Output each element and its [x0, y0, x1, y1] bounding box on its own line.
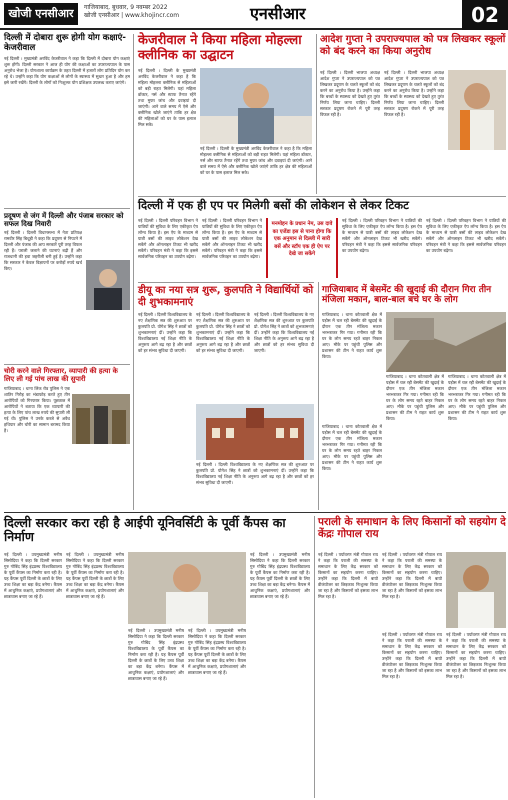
story-clinic-headline: केजरीवाल ने किया महिला मोहल्ला क्लीनिक का उद्घाटन	[138, 33, 302, 63]
story-ipu-headline: दिल्ली सरकार करा रही है आईपी यूनिवर्सिटी के पूर्वी कैंपस का निर्माण	[4, 515, 286, 545]
column-divider	[318, 282, 319, 510]
story-ipu-body-5: नई दिल्ली । उपमुख्यमंत्री मनीष सिसोदिया ने कहा कि दिल्ली सरकार गुरु गोबिंद सिंह इंद्रप्रस्थ विश्वविद्यालय के पूर्वी कैंपस का निर्माण करा रही है। यह कैंपस पूर्वी दिल्ली के छात्रों के लिए उच्च शिक्षा का बड़ा केंद्र बनेगा। कैंपस में आधुनिक कक्षाएं, प्रयोगशालाएं और छात्रावास बनाए जा रहे हैं।	[250, 552, 310, 599]
story-bus-body: नई दिल्ली । दिल्ली परिवहन विभाग ने यात्रियों की सुविधा के लिए एकीकृत ऐप लॉन्च किया है। इस ऐप के माध्यम से यात्री बसों की लाइव लोकेशन देख सकेंगे और ऑनलाइन टिकट भी खरीद सकेंगे। परिवहन मंत्री ने कहा कि इससे सार्वजनिक परिवहन का उपयोग बढ़ेगा।	[138, 218, 198, 259]
story-ipu-body-2: नई दिल्ली । उपमुख्यमंत्री मनीष सिसोदिया ने कहा कि दिल्ली सरकार गुरु गोबिंद सिंह इंद्रप्रस्थ विश्वविद्यालय के पूर्वी कैंपस का निर्माण करा रही है। यह कैंपस पूर्वी दिल्ली के छात्रों के लिए उच्च शिक्षा का बड़ा केंद्र बनेगा। कैंपस में आधुनिक कक्षाएं, प्रयोगशालाएं और छात्रावास बनाए जा रहे हैं।	[66, 552, 124, 599]
story-collapse-headline: गाजियाबाद में बेसमेंट की खुदाई की दौरान गिरा तीन मंजिला मकान, बाल-बाल बचे घर के लोग	[322, 285, 492, 306]
kejriwal-photo	[200, 68, 312, 144]
column-divider	[316, 34, 317, 194]
story-ipu-body: नई दिल्ली । उपमुख्यमंत्री मनीष सिसोदिया ने कहा कि दिल्ली सरकार गुरु गोबिंद सिंह इंद्रप्रस्थ विश्वविद्यालय के पूर्वी कैंपस का निर्माण करा रही है। यह कैंपस पूर्वी दिल्ली के छात्रों के लिए उच्च शिक्षा का बड़ा केंद्र बनेगा। कैंपस में आधुनिक कक्षाएं, प्रयोगशालाएं और छात्रावास बनाए जा रहे हैं।	[4, 552, 62, 599]
story-clinic-body-cont: नई दिल्ली । दिल्ली के मुख्यमंत्री अरविंद केजरीवाल ने कहा है कि महिला मोहल्ला क्लीनिक से महिलाओं को बड़ी राहत मिलेगी। यहां महिला डॉक्टर, नर्स और स्टाफ तैनात रहेंगे तथा मुफ्त जांच और दवाइयां दी जाएंगी। आने वाले समय में ऐसे और क्लीनिक खोले जाएंगे ताकि हर क्षेत्र की महिलाओं को घर के पास इलाज मिल सके।	[200, 146, 312, 175]
story-bus-body-2: नई दिल्ली । दिल्ली परिवहन विभाग ने यात्रियों की सुविधा के लिए एकीकृत ऐप लॉन्च किया है। इस ऐप के माध्यम से यात्री बसों की लाइव लोकेशन देख सकेंगे और ऑनलाइन टिकट भी खरीद सकेंगे। परिवहन मंत्री ने कहा कि इससे सार्वजनिक परिवहन का उपयोग बढ़ेगा।	[202, 218, 262, 259]
story-pollution-body: नई दिल्ली । दिल्ली विधानसभा में नेता प्रतिपक्ष रामवीर सिंह बिधूड़ी ने कहा कि प्रदूषण से निपटने में दिल्ली और पंजाब की आप सरकारें पूरी तरह विफल रही हैं। पराली जलाने की घटनाएं बढ़ी हैं और राजधानी की हवा जहरीली बनी हुई है। उन्होंने कहा कि सरकार ने केवल विज्ञापनों पर करोड़ों रुपये खर्च किए।	[4, 230, 82, 271]
story-yoga-body: नई दिल्ली । मुख्यमंत्री अरविंद केजरीवाल ने कहा कि दिल्ली में दोबारा योग कक्षाएं शुरू होंगी। दिल्ली सरकार ने आज ही योग की कक्षाओं का उपराज्यपाल के पास अनुरोध भेजा है। योगशाला कार्यक्रम के तहत दिल्ली में हजारों लोग प्रतिदिन योग कर रहे थे। उन्होंने कहा कि योग कक्षाओं से लोगों के स्वास्थ्य में सुधार हुआ है और हम इसे जारी रखेंगे। दिल्ली के लोगों को निःशुल्क योग प्रशिक्षक उपलब्ध कराए जाएंगे।	[4, 56, 130, 85]
story-du-headline: डीयू का नया सत्र शुरू, कुलपति ने विद्यार्थियों को दी शुभकामनाएं	[138, 285, 314, 308]
story-collapse-body-2: गाजियाबाद । थाना कोतवाली क्षेत्र में पड़ोस में चल रही बेसमेंट की खुदाई के दौरान एक तीन मंजिला मकान भरभराकर गिर गया। गनीमत रही कि घर के लोग समय रहते बाहर निकल आए। मौके पर पहुंची पुलिस और प्रशासन की टीम ने राहत कार्य शुरू किया।	[386, 374, 444, 421]
divider	[4, 512, 506, 513]
divider	[138, 282, 314, 283]
page-number: 02	[462, 0, 508, 30]
story-clinic-body: नई दिल्ली । दिल्ली के मुख्यमंत्री अरविंद केजरीवाल ने कहा है कि महिला मोहल्ला क्लीनिक से महिलाओं को बड़ी राहत मिलेगी। यहां महिला डॉक्टर, नर्स और स्टाफ तैनात रहेंगे तथा मुफ्त जांच और दवाइयां दी जाएंगी। आने वाले समय में ऐसे और क्लीनिक खोले जाएंगे ताकि हर क्षेत्र की महिलाओं को घर के पास इलाज मिल सके।	[138, 68, 196, 127]
story-adesh-body: नई दिल्ली । दिल्ली भाजपा अध्यक्ष आदेश गुप्ता ने उपराज्यपाल को पत्र लिखकर प्रदूषण के चलते स्कूलों को बंद करने का अनुरोध किया है। उन्होंने कहा कि बच्चों के स्वास्थ्य को देखते हुए तुरंत निर्णय लिया जाना चाहिए। दिल्ली सरकार प्रदूषण रोकने में पूरी तरह विफल रही है।	[320, 70, 380, 117]
gopal-rai-photo	[446, 552, 506, 628]
story-bus-body-4: नई दिल्ली । दिल्ली परिवहन विभाग ने यात्रियों की सुविधा के लिए एकीकृत ऐप लॉन्च किया है। इस ऐप के माध्यम से यात्री बसों की लाइव लोकेशन देख सकेंगे और ऑनलाइन टिकट भी खरीद सकेंगे। परिवहन मंत्री ने कहा कि इससे सार्वजनिक परिवहन का उपयोग बढ़ेगा।	[426, 218, 506, 253]
dateline	[84, 3, 244, 19]
du-building-photo	[196, 404, 314, 460]
story-stubble-body-3: नई दिल्ली । पर्यावरण मंत्री गोपाल राय ने कहा कि पराली की समस्या के समाधान के लिए केंद्र सरकार को किसानों का सहयोग करना चाहिए। उन्होंने कहा कि दिल्ली में बायो डीकंपोजर का छिड़काव निःशुल्क किया जा रहा है और किसानों को इसका लाभ मिल रहा है।	[382, 632, 442, 679]
brand-logo: खोजी एनसीआर	[4, 3, 78, 25]
story-yoga-headline: दिल्ली में दोबारा शुरू होगी योग कक्षाएं-केजरीवाल	[4, 33, 126, 53]
story-ipu-body-3: नई दिल्ली । उपमुख्यमंत्री मनीष सिसोदिया ने कहा कि दिल्ली सरकार गुरु गोबिंद सिंह इंद्रप्रस्थ विश्वविद्यालय के पूर्वी कैंपस का निर्माण करा रही है। यह कैंपस पूर्वी दिल्ली के छात्रों के लिए उच्च शिक्षा का बड़ा केंद्र बनेगा। कैंपस में आधुनिक कक्षाएं, प्रयोगशालाएं और छात्रावास बनाए जा रहे हैं।	[128, 628, 184, 681]
story-ipu-body-4: नई दिल्ली । उपमुख्यमंत्री मनीष सिसोदिया ने कहा कि दिल्ली सरकार गुरु गोबिंद सिंह इंद्रप्रस्थ विश्वविद्यालय के पूर्वी कैंपस का निर्माण करा रही है। यह कैंपस पूर्वी दिल्ली के छात्रों के लिए उच्च शिक्षा का बड़ा केंद्र बनेगा। कैंपस में आधुनिक कक्षाएं, प्रयोगशालाएं और छात्रावास बनाए जा रहे हैं।	[188, 628, 246, 675]
divider	[4, 208, 130, 209]
story-bus-body-3: नई दिल्ली । दिल्ली परिवहन विभाग ने यात्रियों की सुविधा के लिए एकीकृत ऐप लॉन्च किया है। इस ऐप के माध्यम से यात्री बसों की लाइव लोकेशन देख सकेंगे और ऑनलाइन टिकट भी खरीद सकेंगे। परिवहन मंत्री ने कहा कि इससे सार्वजनिक परिवहन का उपयोग बढ़ेगा।	[342, 218, 422, 253]
story-stubble-headline: पराली के समाधान के लिए किसानों को सहयोग दे केंद्रः गोपाल राय	[318, 516, 506, 541]
left-column	[4, 34, 130, 510]
story-adesh-headline: आदेश गुप्ता ने उपराज्यपाल को पत्र लिखकर स्कूलों को बंद करने का किया अनुरोध	[320, 34, 506, 57]
column-divider	[314, 516, 315, 798]
story-collapse-body-4: गाजियाबाद । थाना कोतवाली क्षेत्र में पड़ोस में चल रही बेसमेंट की खुदाई के दौरान एक तीन मंजिला मकान भरभराकर गिर गया। गनीमत रही कि घर के लोग समय रहते बाहर निकल आए। मौके पर पहुंची पुलिस और प्रशासन की टीम ने राहत कार्य शुरू किया।	[322, 424, 382, 471]
bidhuri-photo	[86, 260, 130, 310]
section-title: एनसीआर	[250, 4, 306, 23]
story-stubble-body-4: नई दिल्ली । पर्यावरण मंत्री गोपाल राय ने कहा कि पराली की समस्या के समाधान के लिए केंद्र सरकार को किसानों का सहयोग करना चाहिए। उन्होंने कहा कि दिल्ली में बायो डीकंपोजर का छिड़काव निःशुल्क किया जा रहा है और किसानों को इसका लाभ मिल रहा है।	[446, 632, 506, 679]
sisodia-photo	[128, 552, 246, 624]
story-du-body-4: नई दिल्ली । दिल्ली विश्वविद्यालय के नए शैक्षणिक सत्र की शुरुआत पर कुलपति प्रो. योगेश सिंह ने छात्रों को शुभकामनाएं दीं। उन्होंने कहा कि विश्वविद्यालय नई शिक्षा नीति के अनुरूप आगे बढ़ रहा है और छात्रों को हर संभव सुविधा दी जाएगी।	[196, 462, 314, 485]
story-collapse-body: गाजियाबाद । थाना कोतवाली क्षेत्र में पड़ोस में चल रही बेसमेंट की खुदाई के दौरान एक तीन मंजिला मकान भरभराकर गिर गया। गनीमत रही कि घर के लोग समय रहते बाहर निकल आए। मौके पर पहुंची पुलिस और प्रशासन की टीम ने राहत कार्य शुरू किया।	[322, 312, 382, 359]
subline-text: खोजी एनसीआर | www.khojincr.com	[84, 12, 180, 19]
story-theft-headline: चोरी करने वाले गिरफ्तार, व्यापारी की हत्या के लिए ली गई पांच लाख की सुपारी	[4, 367, 118, 383]
story-collapse-body-3: गाजियाबाद । थाना कोतवाली क्षेत्र में पड़ोस में चल रही बेसमेंट की खुदाई के दौरान एक तीन मंजिला मकान भरभराकर गिर गया। गनीमत रही कि घर के लोग समय रहते बाहर निकल आए। मौके पर पहुंची पुलिस और प्रशासन की टीम ने राहत कार्य शुरू किया।	[448, 374, 506, 421]
story-stubble-body-2: नई दिल्ली । पर्यावरण मंत्री गोपाल राय ने कहा कि पराली की समस्या के समाधान के लिए केंद्र सरकार को किसानों का सहयोग करना चाहिए। उन्होंने कहा कि दिल्ली में बायो डीकंपोजर का छिड़काव निःशुल्क किया जा रहा है और किसानों को इसका लाभ मिल रहा है।	[382, 552, 442, 599]
story-adesh-body-cont: नई दिल्ली । दिल्ली भाजपा अध्यक्ष आदेश गुप्ता ने उपराज्यपाल को पत्र लिखकर प्रदूषण के चलते स्कूलों को बंद करने का अनुरोध किया है। उन्होंने कहा कि बच्चों के स्वास्थ्य को देखते हुए तुरंत निर्णय लिया जाना चाहिए। दिल्ली सरकार प्रदूषण रोकने में पूरी तरह विफल रही है।	[384, 70, 444, 117]
story-bus-headline: दिल्ली में एक ही एप पर मिलेगी बसों की लोकेशन से लेकर टिकट	[138, 198, 409, 212]
story-bus-callout: मनमोहन के प्रधान नेम, उस दावे का एजेंडा इस से पाना होगा कि एक अनुमान से दिल्ली में सारी बसें और स्टॉप एक ही ऐप पर देखे जा सकेंगे	[266, 218, 338, 278]
story-du-body-3: नई दिल्ली । दिल्ली विश्वविद्यालय के नए शैक्षणिक सत्र की शुरुआत पर कुलपति प्रो. योगेश सिंह ने छात्रों को शुभकामनाएं दीं। उन्होंने कहा कि विश्वविद्यालय नई शिक्षा नीति के अनुरूप आगे बढ़ रहा है और छात्रों को हर संभव सुविधा दी जाएगी।	[254, 312, 314, 353]
adesh-gupta-photo	[448, 70, 506, 150]
story-theft-body: गाजियाबाद । थाना लिंक रोड पुलिस ने एक शातिर गिरोह का भंडाफोड़ करते हुए तीन आरोपियों को गिरफ्तार किया। पूछताछ में आरोपियों ने बताया कि एक व्यापारी की हत्या के लिए पांच लाख रुपये की सुपारी ली गई थी। पुलिस ने उनके कब्जे से अवैध हथियार और चोरी का सामान बरामद किया है।	[4, 386, 70, 433]
story-stubble-body: नई दिल्ली । पर्यावरण मंत्री गोपाल राय ने कहा कि पराली की समस्या के समाधान के लिए केंद्र सरकार को किसानों का सहयोग करना चाहिए। उन्होंने कहा कि दिल्ली में बायो डीकंपोजर का छिड़काव निःशुल्क किया जा रहा है और किसानों को इसका लाभ मिल रहा है।	[318, 552, 378, 599]
police-photo	[72, 394, 130, 444]
column-divider	[133, 34, 134, 510]
story-du-body-2: नई दिल्ली । दिल्ली विश्वविद्यालय के नए शैक्षणिक सत्र की शुरुआत पर कुलपति प्रो. योगेश सिंह ने छात्रों को शुभकामनाएं दीं। उन्होंने कहा कि विश्वविद्यालय नई शिक्षा नीति के अनुरूप आगे बढ़ रहा है और छात्रों को हर संभव सुविधा दी जाएगी।	[196, 312, 250, 353]
divider	[4, 364, 130, 365]
collapsed-house-photo	[386, 312, 506, 372]
date-text: गाजियाबाद, बुधवार, 9 नवम्बर 2022	[84, 4, 168, 11]
masthead	[0, 0, 508, 30]
divider	[138, 196, 506, 197]
story-pollution-headline: प्रदूषण से जंग में दिल्ली और पंजाब सरकार को सफल दिख निवारी	[4, 212, 124, 229]
story-du-body: नई दिल्ली । दिल्ली विश्वविद्यालय के नए शैक्षणिक सत्र की शुरुआत पर कुलपति प्रो. योगेश सिंह ने छात्रों को शुभकामनाएं दीं। उन्होंने कहा कि विश्वविद्यालय नई शिक्षा नीति के अनुरूप आगे बढ़ रहा है और छात्रों को हर संभव सुविधा दी जाएगी।	[138, 312, 192, 353]
